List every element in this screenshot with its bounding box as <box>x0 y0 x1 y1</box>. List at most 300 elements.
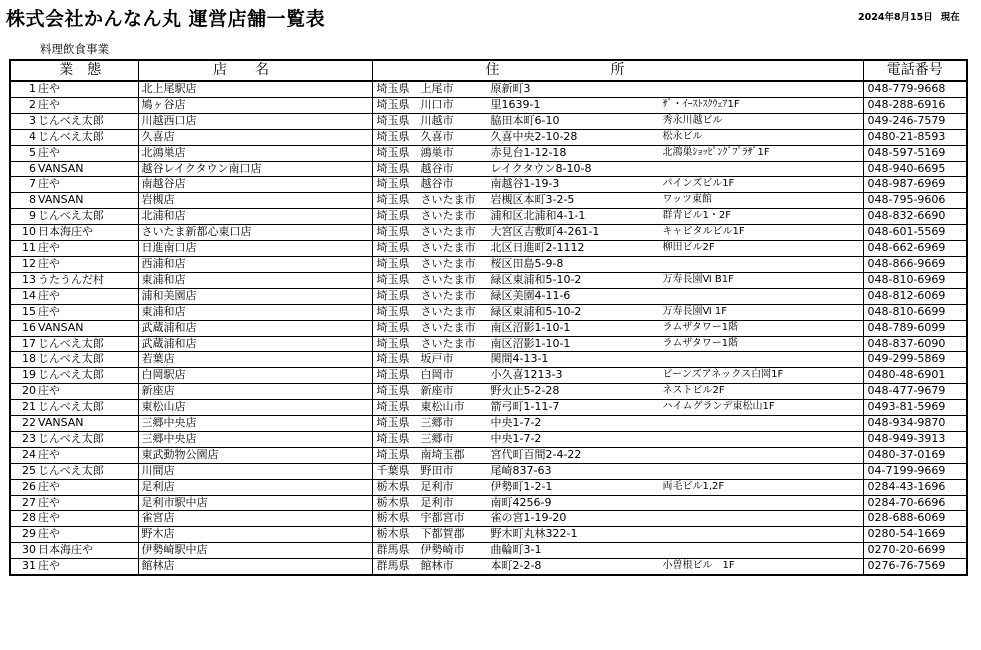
table-row <box>10 145 967 161</box>
city: 川口市 <box>420 97 454 111</box>
building-name: ワッツ東館 <box>662 194 712 206</box>
phone-number: 028-688-6069 <box>863 511 967 527</box>
building-name: 北鴻巣ｼｮｯﾋﾟﾝｸﾞﾌﾟﾗｻﾞ1F <box>662 146 770 158</box>
store-name: 足利市駅中店 <box>138 495 372 511</box>
table-row <box>10 543 967 559</box>
building-name: ハイムグランデ東松山1F <box>662 401 775 413</box>
table-row <box>10 241 967 257</box>
street-address: 久喜中央2-10-28 <box>490 129 578 143</box>
address-cell <box>372 113 863 129</box>
row-number: 4 <box>10 129 37 145</box>
phone-number: 048-949-3913 <box>863 431 967 447</box>
business-type: 庄や <box>37 81 138 97</box>
row-number: 25 <box>10 463 37 479</box>
table-row <box>10 97 967 113</box>
business-type: VANSAN <box>37 193 138 209</box>
store-name: 伊勢崎駅中店 <box>138 543 372 559</box>
date-value: 2024年8月15日 <box>858 12 933 23</box>
street-address: 南越谷1-19-3 <box>490 177 560 191</box>
row-number: 15 <box>10 304 37 320</box>
prefecture: 埼玉県 <box>376 193 410 207</box>
business-type: 庄や <box>37 304 138 320</box>
prefecture: 埼玉県 <box>376 256 410 270</box>
city: 野田市 <box>420 463 454 477</box>
phone-number: 048-779-9668 <box>863 81 967 97</box>
row-number: 29 <box>10 527 37 543</box>
store-name: 野木店 <box>138 527 372 543</box>
store-name: 越谷レイクタウン南口店 <box>138 161 372 177</box>
store-name: 北上尾駅店 <box>138 81 372 97</box>
business-type: VANSAN <box>37 416 138 432</box>
street-address: 赤見台1-12-18 <box>490 145 567 159</box>
city: 坂戸市 <box>420 352 454 366</box>
street-address: 中央1-7-2 <box>490 416 542 430</box>
row-number: 30 <box>10 543 37 559</box>
store-name: 南越谷店 <box>138 177 372 193</box>
business-type: 庄や <box>37 447 138 463</box>
business-type: 庄や <box>37 288 138 304</box>
row-number: 3 <box>10 113 37 129</box>
store-name: 新座店 <box>138 384 372 400</box>
row-number: 18 <box>10 352 37 368</box>
address-cell <box>372 129 863 145</box>
row-number: 11 <box>10 241 37 257</box>
table-row <box>10 81 967 97</box>
address-cell <box>372 241 863 257</box>
row-number: 27 <box>10 495 37 511</box>
phone-number: 049-299-5869 <box>863 352 967 368</box>
table-header-row <box>10 60 967 81</box>
prefecture: 埼玉県 <box>376 288 410 302</box>
table-row <box>10 129 967 145</box>
table-row <box>10 400 967 416</box>
address-cell <box>372 320 863 336</box>
address-cell <box>372 559 863 575</box>
store-name: 東武動物公園店 <box>138 447 372 463</box>
header-number <box>10 60 37 81</box>
report-date <box>858 9 960 23</box>
table-row <box>10 479 967 495</box>
building-name: 秀永川越ビル <box>662 114 723 126</box>
address-cell <box>372 447 863 463</box>
store-name: 武蔵浦和店 <box>138 320 372 336</box>
store-name: 日進南口店 <box>138 241 372 257</box>
address-cell <box>372 161 863 177</box>
city: 越谷市 <box>420 177 454 191</box>
phone-number: 0280-54-1669 <box>863 527 967 543</box>
row-number: 24 <box>10 447 37 463</box>
phone-number: 048-832-6690 <box>863 209 967 225</box>
store-name: 北鴻巣店 <box>138 145 372 161</box>
table-row <box>10 256 967 272</box>
date-suffix: 現在 <box>940 12 960 23</box>
header-store: 店名 <box>138 60 372 81</box>
city: 南埼玉郡 <box>420 447 465 461</box>
address-cell <box>372 209 863 225</box>
city: 足利市 <box>420 479 454 493</box>
street-address: 南区沼影1-10-1 <box>490 336 571 350</box>
row-number: 6 <box>10 161 37 177</box>
phone-number: 0480-21-8593 <box>863 129 967 145</box>
store-name: 北浦和店 <box>138 209 372 225</box>
row-number: 28 <box>10 511 37 527</box>
prefecture: 埼玉県 <box>376 352 410 366</box>
city: さいたま市 <box>420 336 476 350</box>
address-cell <box>372 336 863 352</box>
phone-number: 048-597-5169 <box>863 145 967 161</box>
street-address: 宮代町百間2-4-22 <box>490 447 582 461</box>
table-row <box>10 225 967 241</box>
prefecture: 埼玉県 <box>376 82 410 95</box>
city: 越谷市 <box>420 161 454 175</box>
store-name: 鳩ヶ谷店 <box>138 97 372 113</box>
street-address: 大宮区吉敷町4-261-1 <box>490 225 600 239</box>
city: 下都賀郡 <box>420 527 465 541</box>
table-row <box>10 384 967 400</box>
business-type: じんべえ太郎 <box>37 431 138 447</box>
business-type: 庄や <box>37 97 138 113</box>
store-name: 白岡駅店 <box>138 368 372 384</box>
city: 川越市 <box>420 113 454 127</box>
address-cell <box>372 400 863 416</box>
table-row <box>10 272 967 288</box>
business-category: 料理飲食事業 <box>40 42 109 56</box>
city: 三郷市 <box>420 416 454 430</box>
street-address: 脇田本町6-10 <box>490 113 560 127</box>
street-address: 北区日進町2-1112 <box>490 241 585 255</box>
building-name: ネストビル2F <box>662 385 725 397</box>
city: さいたま市 <box>420 272 476 286</box>
table-row <box>10 113 967 129</box>
store-table <box>9 59 968 576</box>
prefecture: 埼玉県 <box>376 431 410 445</box>
phone-number: 048-940-6695 <box>863 161 967 177</box>
street-address: 小久喜1213-3 <box>490 368 563 382</box>
row-number: 31 <box>10 559 37 575</box>
address-cell <box>372 288 863 304</box>
address-cell <box>372 463 863 479</box>
address-cell <box>372 511 863 527</box>
row-number: 19 <box>10 368 37 384</box>
row-number: 17 <box>10 336 37 352</box>
street-address: 緑区東浦和5-10-2 <box>490 272 582 286</box>
table-row <box>10 336 967 352</box>
city: 久喜市 <box>420 129 454 143</box>
street-address: 箭弓町1-11-7 <box>490 400 560 414</box>
phone-number: 048-987-6969 <box>863 177 967 193</box>
city: 白岡市 <box>420 368 454 382</box>
store-name: 東浦和店 <box>138 272 372 288</box>
prefecture: 埼玉県 <box>376 384 410 398</box>
phone-number: 048-288-6916 <box>863 97 967 113</box>
address-cell <box>372 368 863 384</box>
business-type: じんべえ太郎 <box>37 368 138 384</box>
address-cell <box>372 543 863 559</box>
phone-number: 0480-37-0169 <box>863 447 967 463</box>
table-row <box>10 288 967 304</box>
address-cell <box>372 272 863 288</box>
phone-number: 048-477-9679 <box>863 384 967 400</box>
business-type: 庄や <box>37 527 138 543</box>
prefecture: 埼玉県 <box>376 320 410 334</box>
header-type: 業態 <box>37 60 138 81</box>
business-type: じんべえ太郎 <box>37 352 138 368</box>
header-address-a: 住 <box>485 62 500 78</box>
address-cell <box>372 495 863 511</box>
store-name: 若葉店 <box>138 352 372 368</box>
building-name: 両毛ビル1,2F <box>662 480 725 492</box>
header-phone: 電話番号 <box>863 60 967 81</box>
row-number: 9 <box>10 209 37 225</box>
header-address-b: 所 <box>610 62 625 78</box>
store-name: 浦和美園店 <box>138 288 372 304</box>
store-name: 東松山店 <box>138 400 372 416</box>
prefecture: 埼玉県 <box>376 113 410 127</box>
business-type: 庄や <box>37 177 138 193</box>
store-name: 川越西口店 <box>138 113 372 129</box>
city: 新座市 <box>420 384 454 398</box>
prefecture: 埼玉県 <box>376 400 410 414</box>
prefecture: 埼玉県 <box>376 161 410 175</box>
table-row <box>10 177 967 193</box>
address-cell <box>372 352 863 368</box>
table-row <box>10 193 967 209</box>
row-number: 12 <box>10 256 37 272</box>
street-address: 緑区東浦和5-10-2 <box>490 304 582 318</box>
building-name: キャピタルビル1F <box>662 226 745 238</box>
business-type: 庄や <box>37 241 138 257</box>
table-row <box>10 447 967 463</box>
prefecture: 栃木県 <box>376 527 410 541</box>
building-name: 柳田ビル2F <box>662 242 715 254</box>
phone-number: 0480-48-6901 <box>863 368 967 384</box>
phone-number: 048-662-6969 <box>863 241 967 257</box>
city: さいたま市 <box>420 209 476 223</box>
row-number: 20 <box>10 384 37 400</box>
street-address: 本町2-2-8 <box>490 559 542 573</box>
phone-number: 048-789-6099 <box>863 320 967 336</box>
street-address: 伊勢町1-2-1 <box>490 479 553 493</box>
business-type: じんべえ太郎 <box>37 463 138 479</box>
table-body <box>10 81 967 575</box>
phone-number: 048-810-6969 <box>863 272 967 288</box>
city: さいたま市 <box>420 241 476 255</box>
business-type: VANSAN <box>37 320 138 336</box>
business-type: 庄や <box>37 145 138 161</box>
address-cell <box>372 304 863 320</box>
business-type: じんべえ太郎 <box>37 400 138 416</box>
street-address: 岩槻区本町3-2-5 <box>490 193 575 207</box>
business-type: 庄や <box>37 479 138 495</box>
row-number: 26 <box>10 479 37 495</box>
prefecture: 埼玉県 <box>376 447 410 461</box>
prefecture: 埼玉県 <box>376 416 410 430</box>
address-cell <box>372 416 863 432</box>
street-address: 南町4256-9 <box>490 495 552 509</box>
phone-number: 0493-81-5969 <box>863 400 967 416</box>
street-address: 桜区田島5-9-8 <box>490 256 564 270</box>
phone-number: 04-7199-9669 <box>863 463 967 479</box>
prefecture: 群馬県 <box>376 559 410 573</box>
city: 東松山市 <box>420 400 465 414</box>
city: 館林市 <box>420 559 454 573</box>
prefecture: 埼玉県 <box>376 177 410 191</box>
store-name: 東浦和店 <box>138 304 372 320</box>
phone-number: 048-866-9669 <box>863 256 967 272</box>
street-address: 緑区美園4-11-6 <box>490 288 571 302</box>
prefecture: 埼玉県 <box>376 97 410 111</box>
prefecture: 栃木県 <box>376 495 410 509</box>
table-row <box>10 161 967 177</box>
city: 上尾市 <box>420 82 454 95</box>
street-address: 南区沼影1-10-1 <box>490 320 571 334</box>
row-number: 8 <box>10 193 37 209</box>
street-address: レイクタウン8-10-8 <box>490 161 592 175</box>
city: 宇都宮市 <box>420 511 465 525</box>
building-name: 松永ビル <box>662 130 703 142</box>
table-row <box>10 463 967 479</box>
phone-number: 0284-70-6696 <box>863 495 967 511</box>
business-type: 庄や <box>37 511 138 527</box>
street-address: 里1639-1 <box>490 97 541 111</box>
building-name: ラムザタワー1階 <box>662 337 739 349</box>
store-name: 三郷中央店 <box>138 431 372 447</box>
prefecture: 埼玉県 <box>376 225 410 239</box>
business-type: 庄や <box>37 495 138 511</box>
street-address: 浦和区北浦和4-1-1 <box>490 209 586 223</box>
phone-number: 048-795-9606 <box>863 193 967 209</box>
phone-number: 049-246-7579 <box>863 113 967 129</box>
business-type: じんべえ太郎 <box>37 113 138 129</box>
store-name: 久喜店 <box>138 129 372 145</box>
city: 足利市 <box>420 495 454 509</box>
table-row <box>10 368 967 384</box>
prefecture: 栃木県 <box>376 479 410 493</box>
table-row <box>10 559 967 575</box>
phone-number: 048-812-6069 <box>863 288 967 304</box>
prefecture: 埼玉県 <box>376 209 410 223</box>
building-name: ビーンズアネックス白岡1F <box>662 369 784 381</box>
table-row <box>10 431 967 447</box>
row-number: 10 <box>10 225 37 241</box>
prefecture: 埼玉県 <box>376 145 410 159</box>
phone-number: 0284-43-1696 <box>863 479 967 495</box>
store-name: 三郷中央店 <box>138 416 372 432</box>
street-address: 雀の宮1-19-20 <box>490 511 567 525</box>
store-name: 岩槻店 <box>138 193 372 209</box>
row-number: 1 <box>10 81 37 97</box>
business-type: 庄や <box>37 256 138 272</box>
phone-number: 048-837-6090 <box>863 336 967 352</box>
business-type: 日本海庄や <box>37 543 138 559</box>
business-type: じんべえ太郎 <box>37 129 138 145</box>
table-row <box>10 527 967 543</box>
business-type: じんべえ太郎 <box>37 336 138 352</box>
prefecture: 埼玉県 <box>376 129 410 143</box>
prefecture: 埼玉県 <box>376 304 410 318</box>
store-name: 足利店 <box>138 479 372 495</box>
city: さいたま市 <box>420 225 476 239</box>
phone-number: 048-810-6699 <box>863 304 967 320</box>
table-row <box>10 495 967 511</box>
city: さいたま市 <box>420 193 476 207</box>
row-number: 21 <box>10 400 37 416</box>
building-name: 万寿長園Ⅵ 1F <box>662 305 728 317</box>
store-name: 武蔵浦和店 <box>138 336 372 352</box>
address-cell <box>372 479 863 495</box>
phone-number: 0276-76-7569 <box>863 559 967 575</box>
street-address: 野火止5-2-28 <box>490 384 560 398</box>
store-name: 雀宮店 <box>138 511 372 527</box>
prefecture: 埼玉県 <box>376 241 410 255</box>
table-row <box>10 320 967 336</box>
building-name: 群青ビル1・2F <box>662 210 731 222</box>
row-number: 5 <box>10 145 37 161</box>
building-name: 万寿長園Ⅵ B1F <box>662 273 734 285</box>
address-cell <box>372 225 863 241</box>
address-cell <box>372 431 863 447</box>
row-number: 7 <box>10 177 37 193</box>
prefecture: 栃木県 <box>376 511 410 525</box>
table-row <box>10 304 967 320</box>
address-cell <box>372 384 863 400</box>
prefecture: 埼玉県 <box>376 368 410 382</box>
phone-number: 0270-20-6699 <box>863 543 967 559</box>
city: さいたま市 <box>420 288 476 302</box>
address-cell <box>372 145 863 161</box>
street-address: 野木町丸林322-1 <box>490 527 578 541</box>
business-type: 日本海庄や <box>37 225 138 241</box>
city: さいたま市 <box>420 320 476 334</box>
row-number: 2 <box>10 97 37 113</box>
city: 三郷市 <box>420 431 454 445</box>
header-address <box>372 60 863 81</box>
city: 鴻巣市 <box>420 145 454 159</box>
street-address: 曲輪町3-1 <box>490 543 542 557</box>
prefecture: 埼玉県 <box>376 272 410 286</box>
table-row <box>10 511 967 527</box>
street-address: 尾崎837-63 <box>490 463 552 477</box>
table-row <box>10 352 967 368</box>
table-row <box>10 416 967 432</box>
row-number: 22 <box>10 416 37 432</box>
street-address: 関間4-13-1 <box>490 352 549 366</box>
store-name: 館林店 <box>138 559 372 575</box>
store-name: さいたま新都心東口店 <box>138 225 372 241</box>
store-name: 西浦和店 <box>138 256 372 272</box>
address-cell <box>372 97 863 113</box>
street-address: 原新町3 <box>490 82 531 95</box>
row-number: 23 <box>10 431 37 447</box>
prefecture: 千葉県 <box>376 463 410 477</box>
address-cell <box>372 177 863 193</box>
row-number: 16 <box>10 320 37 336</box>
row-number: 14 <box>10 288 37 304</box>
city: さいたま市 <box>420 256 476 270</box>
prefecture: 埼玉県 <box>376 336 410 350</box>
page-title: 株式会社かんなん丸 運営店舗一覧表 <box>6 8 326 30</box>
business-type: じんべえ太郎 <box>37 209 138 225</box>
prefecture: 群馬県 <box>376 543 410 557</box>
city: さいたま市 <box>420 304 476 318</box>
business-type: 庄や <box>37 559 138 575</box>
address-cell <box>372 193 863 209</box>
building-name: パインズビル1F <box>662 178 735 190</box>
city: 伊勢崎市 <box>420 543 465 557</box>
street-address: 中央1-7-2 <box>490 431 542 445</box>
address-cell <box>372 527 863 543</box>
business-type: 庄や <box>37 384 138 400</box>
